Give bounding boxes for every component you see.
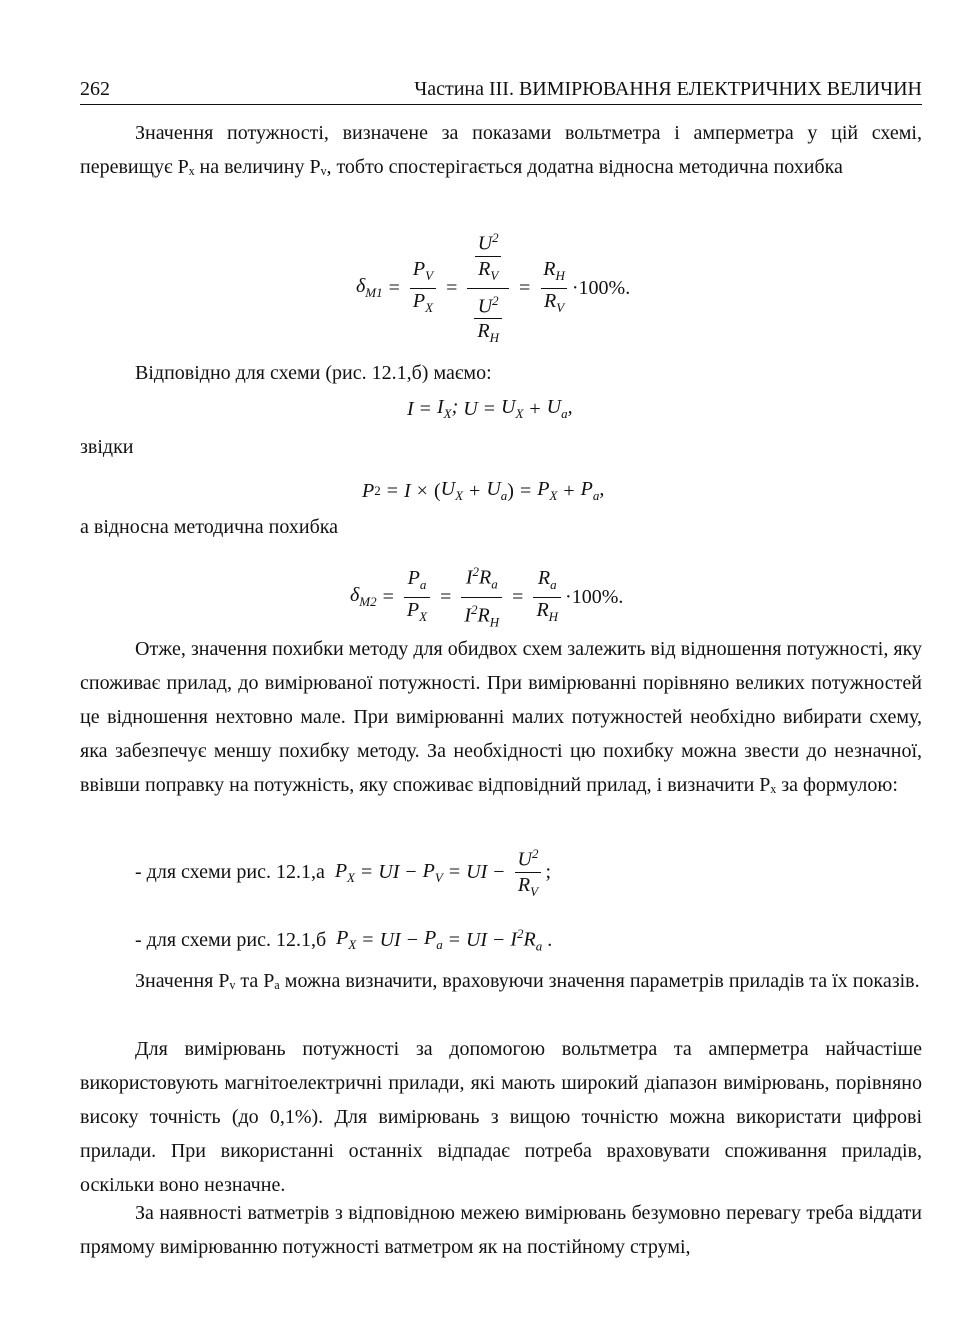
paragraph-4: а відносна методична похибка [80, 516, 339, 538]
formula-scheme-b: - для схеми рис. 12.1,б $P_X$ = UI − $P_a$ = UI − $I^2R_a$ . [135, 926, 553, 954]
percent-value: 100%. [571, 585, 624, 608]
running-head: Частина ІІІ. ВИМІРЮВАННЯ ЕЛЕКТРИЧНИХ ВЕЛИЧИН [414, 78, 922, 100]
paragraph-9: Для вимірювань потужності за допомогою вольтметра та амперметра найчастіше використовують магнітоелектричні прилади, які мають широкий діапазон вимірювань, порівняно високу точність (до 0,1%). Для вимірювань з вищою точністю можна використати цифрові прилади. При використанні останніх відпадає потреба враховувати споживання приладів, оскільки воно незначне. [80, 1038, 922, 1196]
formula-delta-m1: $\delta_{M1}$ = $\frac{P_V}{P_X}$ = $\frac{\frac{U^2}{R_V}}{\frac{U^2}{R_H}}$ = $\frac{R_H}{R_V}$ ·100%. [356, 226, 630, 350]
scheme-a-label: - для схеми рис. 12.1,а [135, 861, 325, 884]
formula-scheme-a: - для схеми рис. 12.1,а $P_X$ = UI − $P_V$ = UI − $\frac{U^2}{R_V}$ ; [135, 842, 551, 904]
paragraph-5: Отже, значення похибки методу для обидвох схем залежить від відношення потужності, яку споживає прилад, до вимірюваної потужності. При вимірюванні порівняно великих потужностей це відношення нехтовно мале. При вимірюванні малих потужностей необхідно вибирати схему, яка забезпечує меншу похибку методу. За необхідності цю похибку можна звести до незначної, ввівши поправку на потужність, яку споживає відповідний прилад, і визначити Pₓ за формулою: [80, 638, 922, 796]
paragraph-10: За наявності ватметрів з відповідною межею вимірювань безумовно перевагу треба віддати прямому вимірюванню потужності ватметром як на постійному струмі, [80, 1202, 922, 1258]
formula-delta-m2: $\delta_{M2}$ = $\frac{P_a}{P_X}$ = $\frac{I^2R_a}{I^2R_H}$ = $\frac{R_a}{R_H}$ ·100%. [350, 560, 623, 634]
percent-value: 100%. [578, 276, 631, 299]
paragraph-1: Значення потужності, визначене за показами вольтметра і амперметра у цій схемі, перевищує Pₓ на величину Pᵥ, тобто спостерігається додатна відносна методична похибка [80, 122, 922, 178]
formula-i-u: I = $I_X$; U = $U_X$ + $U_a$, [407, 396, 573, 421]
scheme-b-label: - для схеми рис. 12.1,б [135, 928, 327, 951]
paragraph-3: звідки [80, 436, 134, 458]
page-header [80, 68, 922, 105]
paragraph-8: Значення Pᵥ та Pₐ можна визначити, враховуючи значення параметрів приладів та їх показів. [135, 970, 920, 992]
page-number: 262 [80, 78, 110, 100]
formula-p2: P 2 = I × ( $U_X$ + $U_a$ ) = $P_X$ + $P_a$, [362, 478, 605, 503]
paragraph-2: Відповідно для схеми (рис. 12.1,б) маємо: [135, 362, 492, 384]
